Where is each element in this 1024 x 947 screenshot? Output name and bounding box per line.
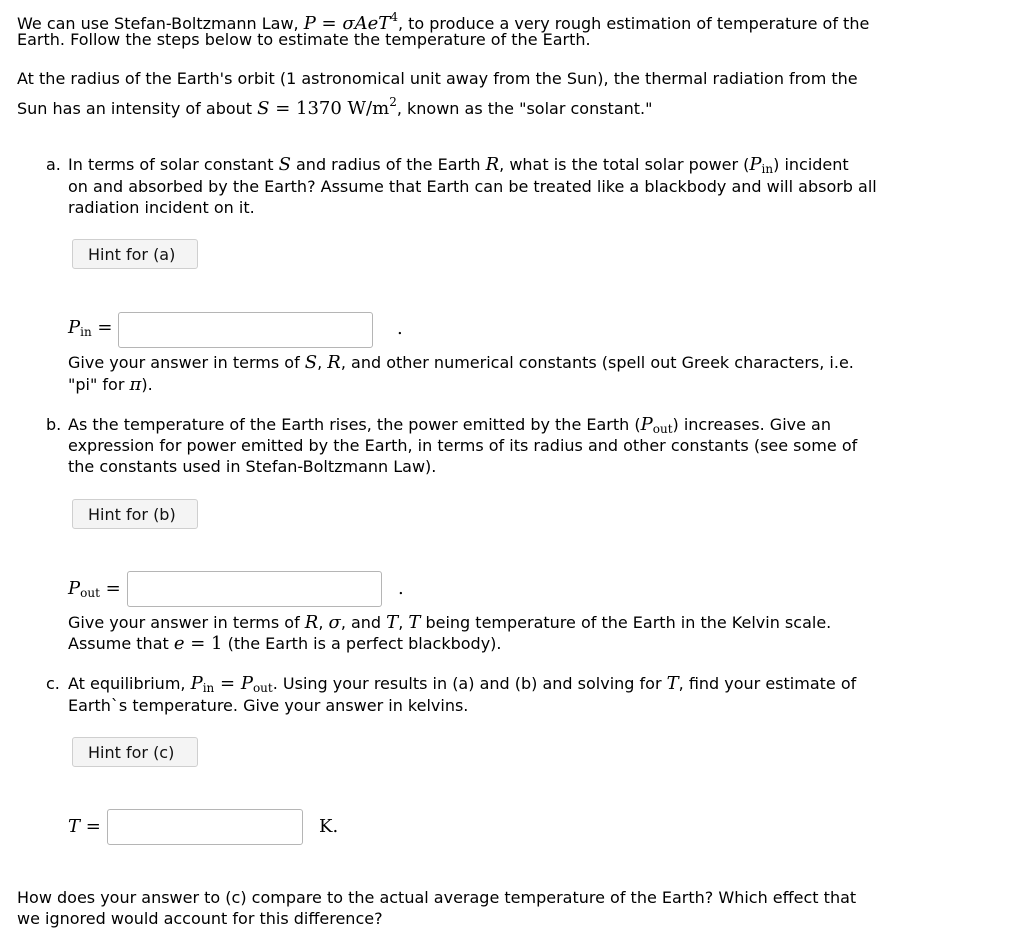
subscript-out: out [252, 681, 273, 695]
part-a-text: ) incident [773, 155, 849, 174]
part-b-note-1 [68, 612, 831, 633]
part-a-text: , what is the total solar power ( [499, 155, 750, 174]
answer-b-input[interactable] [127, 571, 382, 607]
solar-text: , known as the "solar constant." [396, 99, 653, 118]
subscript-in: in [761, 162, 774, 176]
symbol-pi: π [129, 374, 142, 395]
part-c-text: At equilibrium, [68, 674, 191, 693]
symbol-p: P [240, 673, 253, 694]
solar-symbol: S [257, 98, 270, 119]
symbol-t: T [408, 612, 421, 633]
closing-line-2: we ignored would account for this difference? [17, 909, 383, 928]
solar-text: Sun has an intensity of about [17, 99, 258, 118]
stefan-boltzmann-formula: P = σAeT [303, 13, 391, 34]
subscript-out: out [652, 422, 673, 436]
hint-a-button[interactable]: Hint for (a) [72, 239, 198, 269]
closing-line-1: How does your answer to (c) compare to the actual average temperature of the Earth? Which effect that [17, 888, 857, 907]
part-b-text: As the temperature of the Earth rises, the power emitted by the Earth ( [68, 415, 641, 434]
intro-line-2: Earth. Follow the steps below to estimate the temperature of the Earth. [17, 30, 591, 49]
part-a-note-1 [68, 352, 854, 373]
part-b-note-2 [68, 633, 502, 654]
symbol-t: T [68, 816, 81, 837]
symbol-p: P [190, 673, 203, 694]
subscript-out: out [80, 586, 100, 600]
symbol-p: P [749, 154, 762, 175]
note-text: Give your answer in terms of [68, 353, 305, 372]
part-a-line-3: radiation incident on it. [68, 198, 255, 217]
note-text: "pi" for [68, 375, 130, 394]
symbol-p: P [640, 414, 653, 435]
note-text: , and [340, 613, 387, 632]
equals-sign: = [91, 317, 113, 338]
note-text: being temperature of the Earth in the Kelvin scale. [420, 613, 832, 632]
note-text: (the Earth is a perfect blackbody). [222, 634, 502, 653]
part-a-marker: a. [46, 155, 61, 174]
equals-sign: = [99, 578, 121, 599]
intro-text: , to produce a very rough estimation of temperature of the [397, 14, 870, 33]
symbol-s: S [278, 154, 291, 175]
answer-a-input[interactable] [118, 312, 373, 348]
part-b-text: ) increases. Give an [672, 415, 831, 434]
symbol-r: R [304, 612, 319, 633]
part-b-line-3: the constants used in Stefan-Boltzmann Law). [68, 457, 437, 476]
solar-line-1: At the radius of the Earth's orbit (1 astronomical unit away from the Sun), the thermal radiation from the [17, 69, 858, 88]
solar-line-2 [17, 92, 652, 119]
equals-sign: = [80, 816, 101, 837]
note-text: , and other numerical constants (spell out Greek characters, i.e. [340, 353, 854, 372]
subscript-in: in [80, 325, 92, 339]
symbol-s: S [304, 352, 318, 373]
trailing-period: . [397, 318, 403, 339]
unit-kelvin: K. [319, 816, 339, 837]
symbol-t: T [666, 673, 679, 694]
symbol-r: R [327, 352, 341, 373]
equals-sign: = [214, 673, 241, 694]
note-text: , [398, 613, 409, 632]
part-b-line-2: expression for power emitted by the Earth, in terms of its radius and other constants (see some of [68, 436, 858, 455]
note-text: , [318, 613, 329, 632]
solar-constant-value: = 1370 W/m [269, 98, 390, 119]
part-a-text: and radius of the Earth [290, 155, 486, 174]
symbol-r: R [485, 154, 500, 175]
symbol-t: T [386, 612, 399, 633]
note-text: Assume that [68, 634, 174, 653]
trailing-period: . [398, 578, 404, 599]
part-c-marker: c. [46, 674, 60, 693]
part-b-marker: b. [46, 415, 62, 434]
answer-b-label [68, 578, 121, 604]
part-a-line-2: on and absorbed by the Earth? Assume that Earth can be treated like a blackbody and will absorb all [68, 177, 877, 196]
answer-c-input[interactable] [107, 809, 303, 845]
part-c-line-2: Earth`s temperature. Give your answer in kelvins. [68, 696, 469, 715]
intro-text: We can use Stefan-Boltzmann Law, [17, 14, 304, 33]
symbol-p: P [68, 317, 81, 338]
formula-exponent: 4 [390, 10, 398, 24]
part-c-text: , find your estimate of [678, 674, 857, 693]
note-text: , [317, 353, 328, 372]
note-text: ). [141, 375, 153, 394]
answer-c-label [68, 816, 101, 838]
symbol-e: e [173, 633, 185, 654]
part-c-text: . Using your results in (a) and (b) and solving for [272, 674, 667, 693]
part-a-text: In terms of solar constant [68, 155, 279, 174]
unit-exponent: 2 [389, 95, 397, 109]
hint-c-button[interactable]: Hint for (c) [72, 737, 198, 767]
symbol-sigma: σ [328, 612, 341, 633]
emissivity-value: = 1 [184, 633, 223, 654]
symbol-p: P [68, 578, 81, 599]
part-a-note-2 [68, 374, 153, 395]
subscript-in: in [202, 681, 215, 695]
answer-a-label [68, 317, 113, 343]
note-text: Give your answer in terms of [68, 613, 305, 632]
hint-b-button[interactable]: Hint for (b) [72, 499, 198, 529]
